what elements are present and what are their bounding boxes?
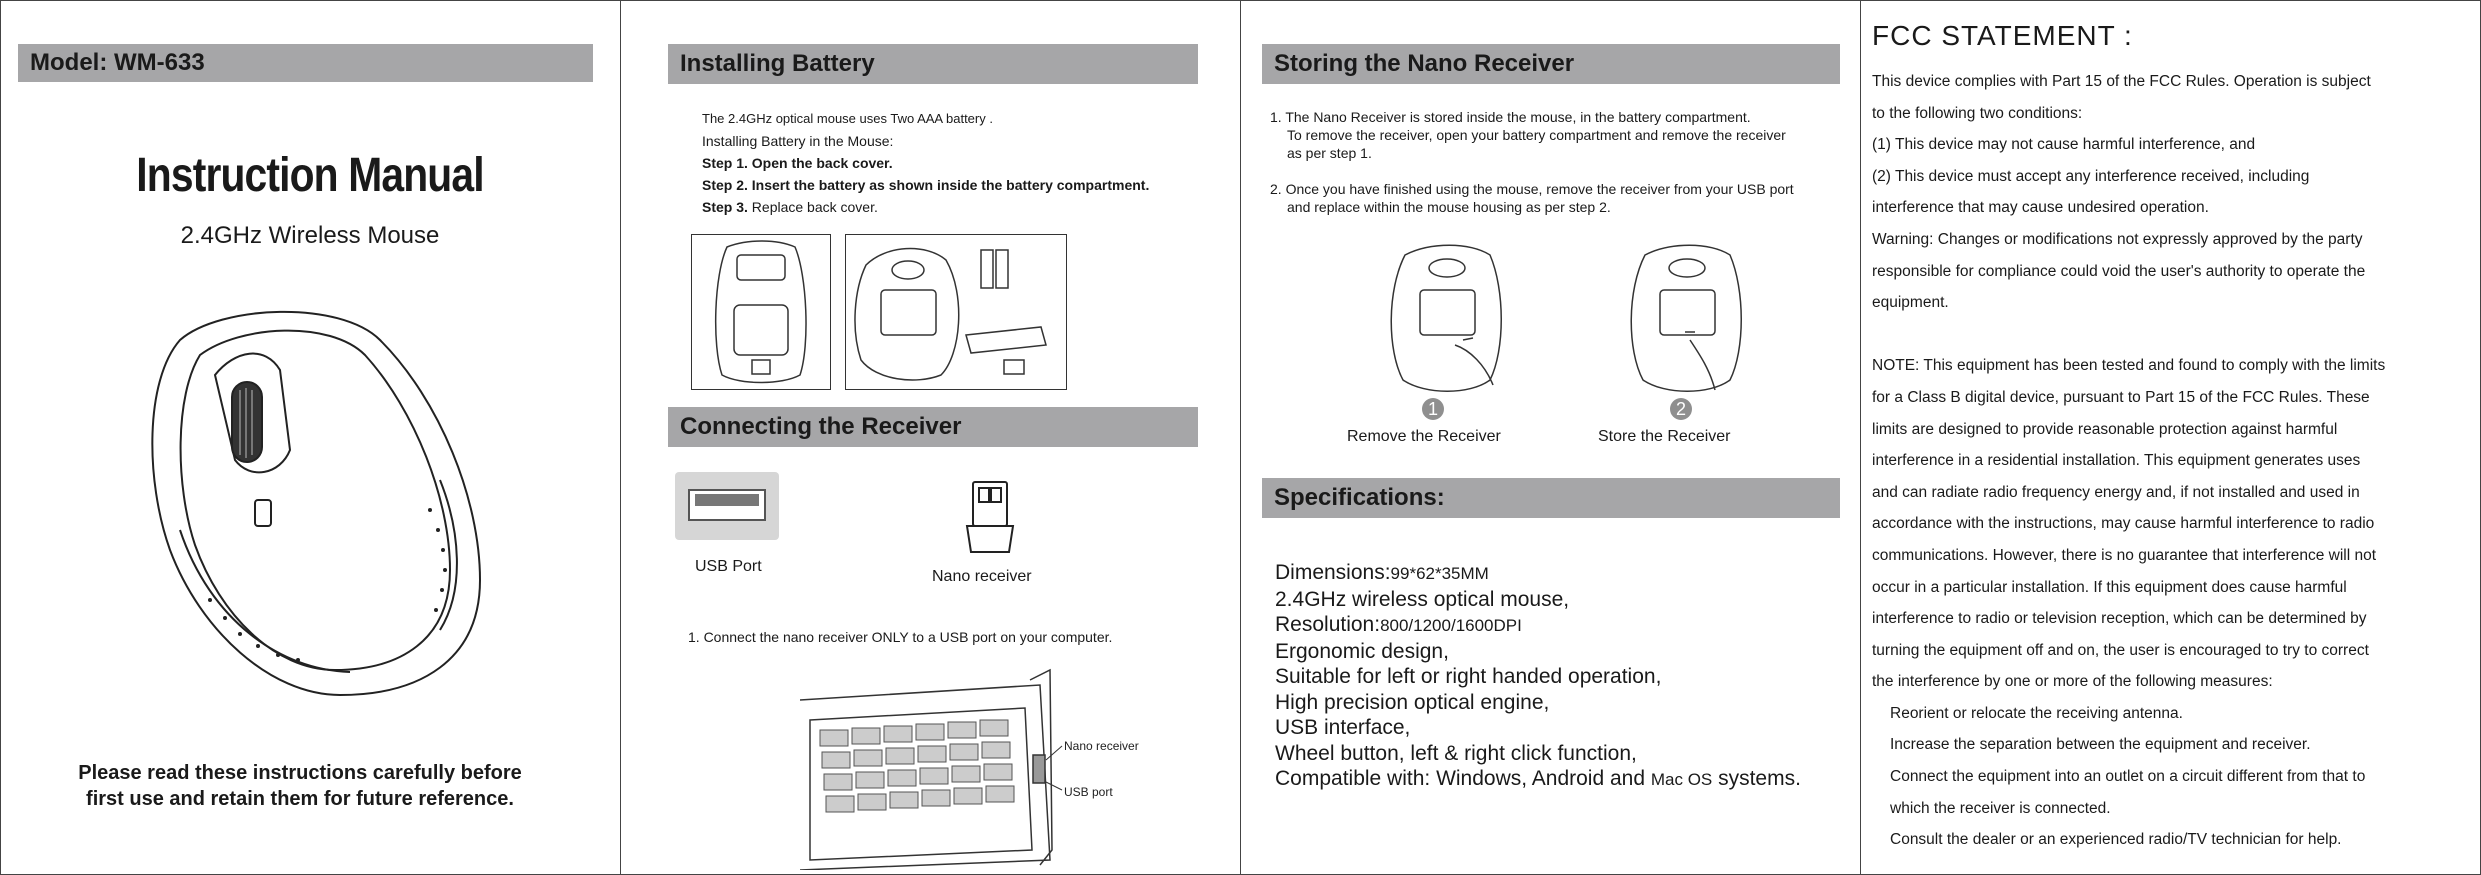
storing-panel (1240, 0, 1860, 875)
specifications-heading: Specifications: (1262, 478, 1840, 518)
usb-port-image (675, 472, 779, 540)
storing-item-1-line-3: as per step 1. (1287, 145, 1372, 161)
back-cover-image (691, 234, 831, 390)
mouse-illustration (140, 300, 500, 700)
storing-instructions (1270, 108, 1830, 234)
nano-receiver-icon (965, 478, 1015, 558)
store-receiver-image (1615, 240, 1755, 400)
fcc-line: turning the equipment off and on, the user is encouraged to try to correct (1872, 641, 2369, 659)
fcc-line: communications. However, there is no guarantee that interference will not (1872, 546, 2377, 564)
fcc-measure: Connect the equipment into an outlet on a circuit different from that to (1890, 768, 2366, 786)
fcc-line: (2) This device must accept any interference received, including (1872, 167, 2310, 185)
spec-compatibility: Compatible with: Windows, Android and Mac OS systems. (1275, 767, 1801, 790)
connect-step-1: 1. Connect the nano receiver ONLY to a USB port on your computer. (688, 629, 1113, 645)
nano-receiver-label: Nano receiver (932, 568, 1032, 585)
fcc-title: FCC STATEMENT : (1872, 20, 2133, 51)
fcc-line: interference that may cause undesired operation. (1872, 199, 2209, 217)
fcc-line: interference to radio or television reception, which can be determined by (1872, 610, 2367, 628)
notice-line-2: first use and retain them for future reference. (86, 788, 514, 810)
specifications-list (1275, 560, 1801, 793)
figure-2-badge: 2 (1670, 398, 1692, 420)
laptop-nano-label: Nano receiver (1064, 739, 1139, 753)
battery-panel (620, 0, 1240, 875)
fcc-measure: Reorient or relocate the receiving antenna. (1890, 704, 2183, 722)
fcc-line: (1) This device may not cause harmful interference, and (1872, 136, 2256, 154)
remove-receiver-label: Remove the Receiver (1347, 428, 1501, 445)
manual-subtitle: 2.4GHz Wireless Mouse (180, 222, 440, 249)
storing-item-1-line-1: 1. The Nano Receiver is stored inside the mouse, in the battery compartment. (1270, 109, 1751, 125)
fcc-line: NOTE: This equipment has been tested and found to comply with the limits (1872, 357, 2386, 375)
spec-optical-engine: High precision optical engine, (1275, 690, 1550, 714)
battery-step-1: Step 1. Open the back cover. (702, 155, 893, 171)
spec-ergonomic: Ergonomic design, (1275, 639, 1449, 663)
spec-buttons: Wheel button, left & right click function, (1275, 741, 1637, 765)
fcc-line: occur in a particular installation. If this equipment does cause harmful (1872, 578, 2347, 596)
battery-step-3: Step 3. Replace back cover. (702, 199, 878, 215)
storing-item-1-line-2: To remove the receiver, open your battery compartment and remove the receiver (1287, 127, 1786, 143)
fcc-statement-body (1872, 66, 2462, 856)
fcc-line: interference in a residential installation. This equipment generates uses (1872, 452, 2361, 470)
spec-dimensions: Dimensions:99*62*35MM (1275, 561, 1489, 584)
battery-intro: The 2.4GHz optical mouse uses Two AAA battery . (702, 111, 993, 126)
fcc-panel (1860, 0, 2481, 875)
model-bar: Model: WM-633 (18, 44, 593, 82)
fcc-line: This device complies with Part 15 of the FCC Rules. Operation is subject (1872, 73, 2371, 90)
fcc-line: Warning: Changes or modifications not expressly approved by the party (1872, 230, 2363, 248)
fcc-line: limits are designed to provide reasonable protection against harmful (1872, 420, 2338, 438)
fcc-line: to the following two conditions: (1872, 104, 2083, 122)
fcc-measure: Consult the dealer or an experienced radio/TV technician for help. (1890, 831, 2342, 849)
fcc-blank-line (1872, 319, 2462, 351)
store-receiver-label: Store the Receiver (1598, 428, 1731, 445)
fcc-line: the interference by one or more of the following measures: (1872, 673, 2273, 691)
battery-instructions (702, 108, 1149, 218)
battery-sub: Installing Battery in the Mouse: (702, 133, 894, 149)
fcc-line: responsible for compliance could void the user's authority to operate the (1872, 262, 2366, 280)
spec-resolution: Resolution:800/1200/1600DPI (1275, 613, 1522, 636)
fcc-line: and can radiate radio frequency energy and, if not installed and used in (1872, 483, 2360, 501)
fcc-measure: Increase the separation between the equipment and receiver. (1890, 736, 2311, 754)
spec-usb: USB interface, (1275, 716, 1411, 739)
read-instructions-notice (40, 760, 560, 812)
fcc-line: for a Class B digital device, pursuant to Part 15 of the FCC Rules. These (1872, 388, 2370, 406)
spec-handedness: Suitable for left or right handed operation, (1275, 665, 1662, 688)
battery-compartment-image (845, 234, 1067, 390)
fcc-line: equipment. (1872, 294, 1949, 312)
spec-wireless: 2.4GHz wireless optical mouse, (1275, 587, 1570, 611)
storing-receiver-heading: Storing the Nano Receiver (1262, 44, 1840, 84)
installing-battery-heading: Installing Battery (668, 44, 1198, 84)
storing-item-2-line-1: 2. Once you have finished using the mouse, remove the receiver from your USB port (1270, 181, 1794, 197)
figure-1-badge: 1 (1422, 398, 1444, 420)
connecting-receiver-heading: Connecting the Receiver (668, 407, 1198, 447)
fcc-line: accordance with the instructions, may cause harmful interference to radio (1872, 515, 2375, 533)
laptop-usb-illustration (800, 660, 1150, 870)
storing-item-2-line-2: and replace within the mouse housing as per step 2. (1287, 199, 1611, 215)
cover-panel (0, 0, 620, 875)
battery-step-2: Step 2. Insert the battery as shown inside the battery compartment. (702, 177, 1150, 193)
fcc-measure: which the receiver is connected. (1890, 799, 2111, 817)
remove-receiver-image (1375, 240, 1515, 400)
usb-port-label: USB Port (695, 558, 762, 575)
laptop-usb-label: USB port (1064, 785, 1113, 799)
manual-title: Instruction Manual (136, 149, 484, 202)
notice-line-1: Please read these instructions carefully before (78, 762, 522, 784)
